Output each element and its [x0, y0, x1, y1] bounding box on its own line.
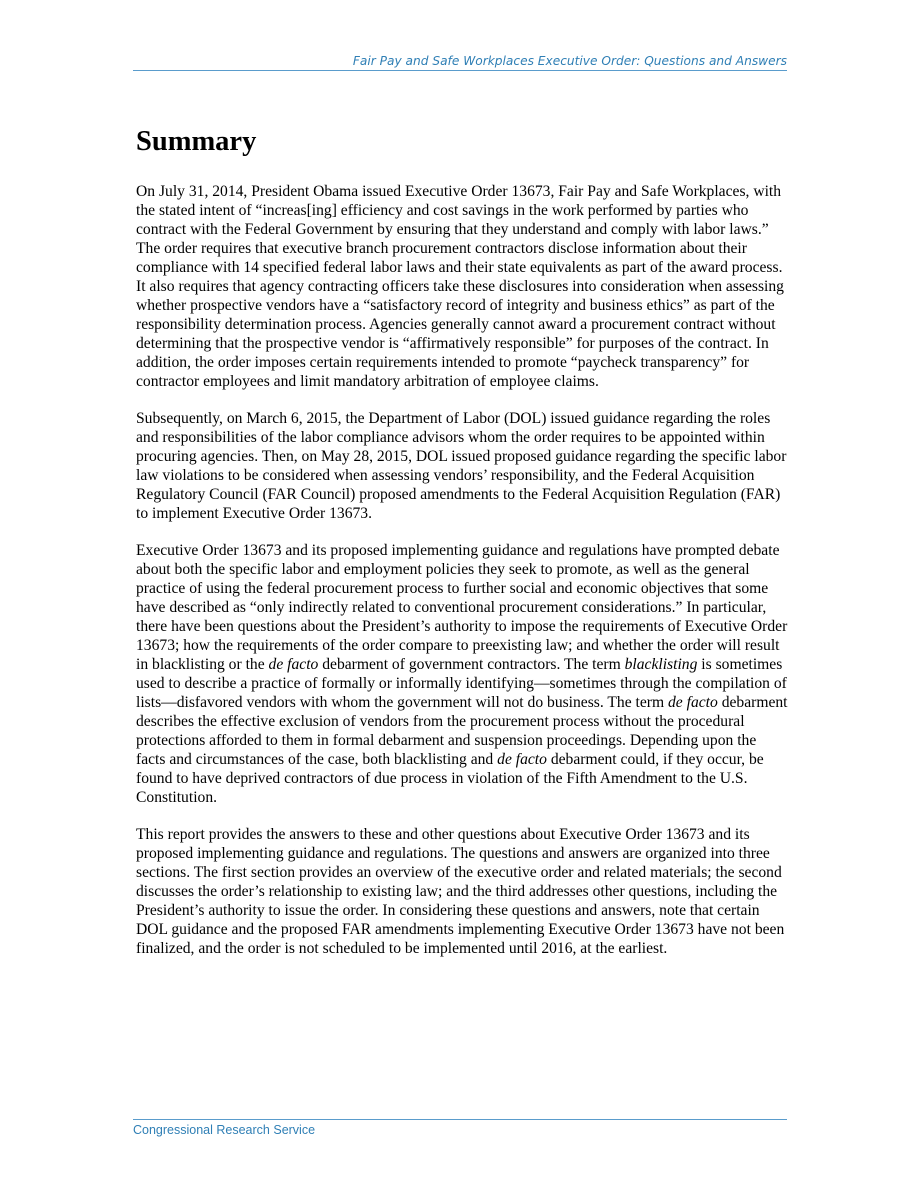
paragraph-text: is sometimes used to describe a practice of formally or informally identifying—sometimes through the compilation of lists—disfavored vendors with whom the government will not do business. The term	[136, 656, 787, 711]
running-footer: Congressional Research Service	[133, 1119, 787, 1138]
italic-term: de facto	[668, 694, 718, 711]
summary-paragraph-3	[136, 541, 788, 807]
document-body	[136, 124, 788, 976]
paragraph-text: debarment of government contractors. The term	[318, 656, 625, 673]
summary-paragraph-2: Subsequently, on March 6, 2015, the Department of Labor (DOL) issued guidance regarding the roles and responsibilities of the labor compliance advisors whom the order requires to be appointed within procuring agencies. Then, on May 28, 2015, DOL issued proposed guidance regarding the specific labor law violations to be considered when assessing vendors’ responsibility, and the Federal Acquisition Regulatory Council (FAR Council) proposed amendments to the Federal Acquisition Regulation (FAR) to implement Executive Order 13673.	[136, 410, 787, 522]
running-header: Fair Pay and Safe Workplaces Executive Order: Questions and Answers	[133, 54, 787, 71]
paragraph-text: debarment could, if they occur, be found to have deprived contractors of due process in violation of the Fifth Amendment to the U.S. Constitution.	[136, 751, 764, 806]
paragraph-text: debarment describes the effective exclusion of vendors from the procurement process without the procedural protections afforded to them in formal debarment and suspension proceedings. Depending upon the facts and circumstances of the case, both blacklisting and	[136, 694, 788, 768]
summary-paragraph-4: This report provides the answers to these and other questions about Executive Order 13673 and its proposed implementing guidance and regulations. The questions and answers are organized into three sections. The first section provides an overview of the executive order and related materials; the second discusses the order’s relationship to existing law; and the third addresses other questions, including the President’s authority to issue the order. In considering these questions and answers, note that certain DOL guidance and the proposed FAR amendments implementing Executive Order 13673 have not been finalized, and the order is not scheduled to be implemented until 2016, at the earliest.	[136, 826, 785, 957]
italic-term: de facto	[268, 656, 319, 673]
italic-term: blacklisting	[624, 656, 698, 673]
summary-paragraph-1: On July 31, 2014, President Obama issued Executive Order 13673, Fair Pay and Safe Workplaces, with the stated intent of “increas[ing] efficiency and cost savings in the work performed by parties who contract with the Federal Government by ensuring that they understand and comply with labor laws.” The order requires that executive branch procurement contractors disclose information about their compliance with 14 specified federal labor laws and their state equivalents as part of the award process. It also requires that agency contracting officers take these disclosures into consideration when assessing whether prospective vendors have a “satisfactory record of integrity and business ethics” as part of the responsibility determination process. Agencies generally cannot award a procurement contract without determining that the prospective vendor is “affirmatively responsible” for purposes of the contract. In addition, the order imposes certain requirements intended to promote “paycheck transparency” for contractor employees and limit mandatory arbitration of employee claims.	[136, 183, 784, 390]
italic-term: de facto	[497, 751, 547, 768]
section-title: Summary	[136, 126, 257, 157]
paragraph-text: Executive Order 13673 and its proposed implementing guidance and regulations have prompted debate about both the specific labor and employment policies they seek to promote, as well as the general practice of using the federal procurement process to further social and economic objectives that some have described as “only indirectly related to conventional procurement considerations.” In particular, there have been questions about the President’s authority to impose the requirements of Executive Order 13673; how the requirements of the order compare to preexisting law; and whether the order will result in blacklisting or the	[136, 542, 788, 673]
